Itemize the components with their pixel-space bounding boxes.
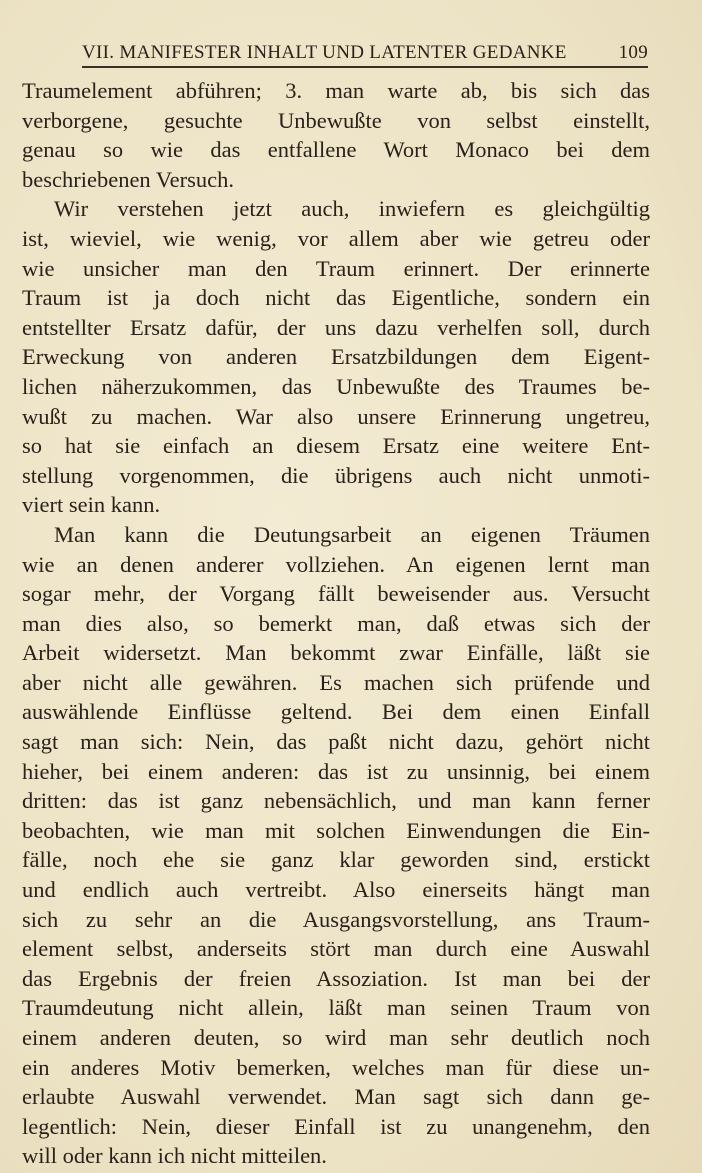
text-line: wie an denen anderer vollziehen. An eigenen lernt man	[22, 551, 650, 577]
text-line: Arbeit widersetzt. Man bekommt zwar Einfälle, läßt sie	[22, 640, 650, 666]
text-line: auswählende Einflüsse geltend. Bei dem einen Einfall	[22, 699, 650, 725]
text-line: ist, wieviel, wie wenig, vor allem aber wie getreu oder	[22, 225, 650, 251]
body-text	[22, 76, 650, 1171]
text-line: einem anderen deuten, so wird man sehr deutlich noch	[22, 1025, 650, 1050]
text-line: hieher, bei einem anderen: das ist zu unsinnig, bei einem	[22, 758, 650, 784]
text-line: genau so wie das entfallene Wort Monaco bei dem	[22, 137, 650, 163]
text-line: dritten: das ist ganz nebensächlich, und man kann ferner	[22, 788, 650, 814]
text-line: sogar mehr, der Vorgang fällt beweisender aus. Versucht	[22, 581, 650, 607]
page-number: 109	[618, 42, 648, 63]
text-line: Man kann die Deutungsarbeit an eigenen Träumen	[54, 521, 650, 547]
text-line: und endlich auch vertreibt. Also einerseits hängt man	[22, 877, 650, 903]
running-head	[82, 40, 648, 68]
text-line: man dies also, so bemerkt man, daß etwas sich der	[22, 610, 650, 636]
text-line: sich zu sehr an die Ausgangsvorstellung, ans Traum-	[22, 906, 650, 932]
text-line: Traum ist ja doch nicht das Eigentliche, sondern ein	[22, 285, 650, 311]
text-line: entstellter Ersatz dafür, der uns dazu verhelfen soll, durch	[22, 314, 650, 340]
text-line: ein anderes Motiv bemerken, welches man für diese un-	[22, 1054, 650, 1080]
text-line: das Ergebnis der freien Assoziation. Ist man bei der	[22, 965, 650, 991]
text-line: aber nicht alle gewähren. Es machen sich prüfende und	[22, 669, 650, 695]
chapter-title: VII. MANIFESTER INHALT UND LATENTER GEDANKE	[82, 42, 567, 63]
text-line: stellung vorgenommen, die übrigens auch nicht unmoti-	[22, 462, 650, 488]
text-line: Wir verstehen jetzt auch, inwiefern es gleichgültig	[54, 196, 650, 222]
text-line: verborgene, gesuchte Unbewußte von selbst einstellt,	[22, 107, 650, 133]
text-line: Traumelement abführen; 3. man warte ab, bis sich das	[22, 78, 650, 103]
text-line: Erweckung von anderen Ersatzbildungen dem Eigent-	[22, 344, 650, 370]
text-line: wußt zu machen. War also unsere Erinnerung ungetreu,	[22, 403, 650, 429]
text-line: erlaubte Auswahl verwendet. Man sagt sich dann ge-	[22, 1084, 650, 1110]
text-line: beobachten, wie man mit solchen Einwendungen die Ein-	[22, 817, 650, 843]
text-line: fälle, noch ehe sie ganz klar geworden sind, erstickt	[22, 847, 650, 873]
text-line: Traumdeutung nicht allein, läßt man seinen Traum von	[22, 995, 650, 1021]
text-line: lichen näherzukommen, das Unbewußte des Traumes be-	[22, 373, 650, 399]
text-line: wie unsicher man den Traum erinnert. Der erinnerte	[22, 255, 650, 281]
text-line: element selbst, anderseits stört man durch eine Auswahl	[22, 936, 650, 962]
text-line: viert sein kann.	[22, 492, 161, 518]
text-line: legentlich: Nein, dieser Einfall ist zu unangenehm, den	[22, 1113, 650, 1139]
text-line: so hat sie einfach an diesem Ersatz eine weitere Ent-	[22, 433, 650, 459]
text-line: sagt man sich: Nein, das paßt nicht dazu, gehört nicht	[22, 729, 650, 755]
text-line: will oder kann ich nicht mitteilen.	[22, 1143, 327, 1169]
text-line: beschriebenen Versuch.	[22, 166, 235, 192]
